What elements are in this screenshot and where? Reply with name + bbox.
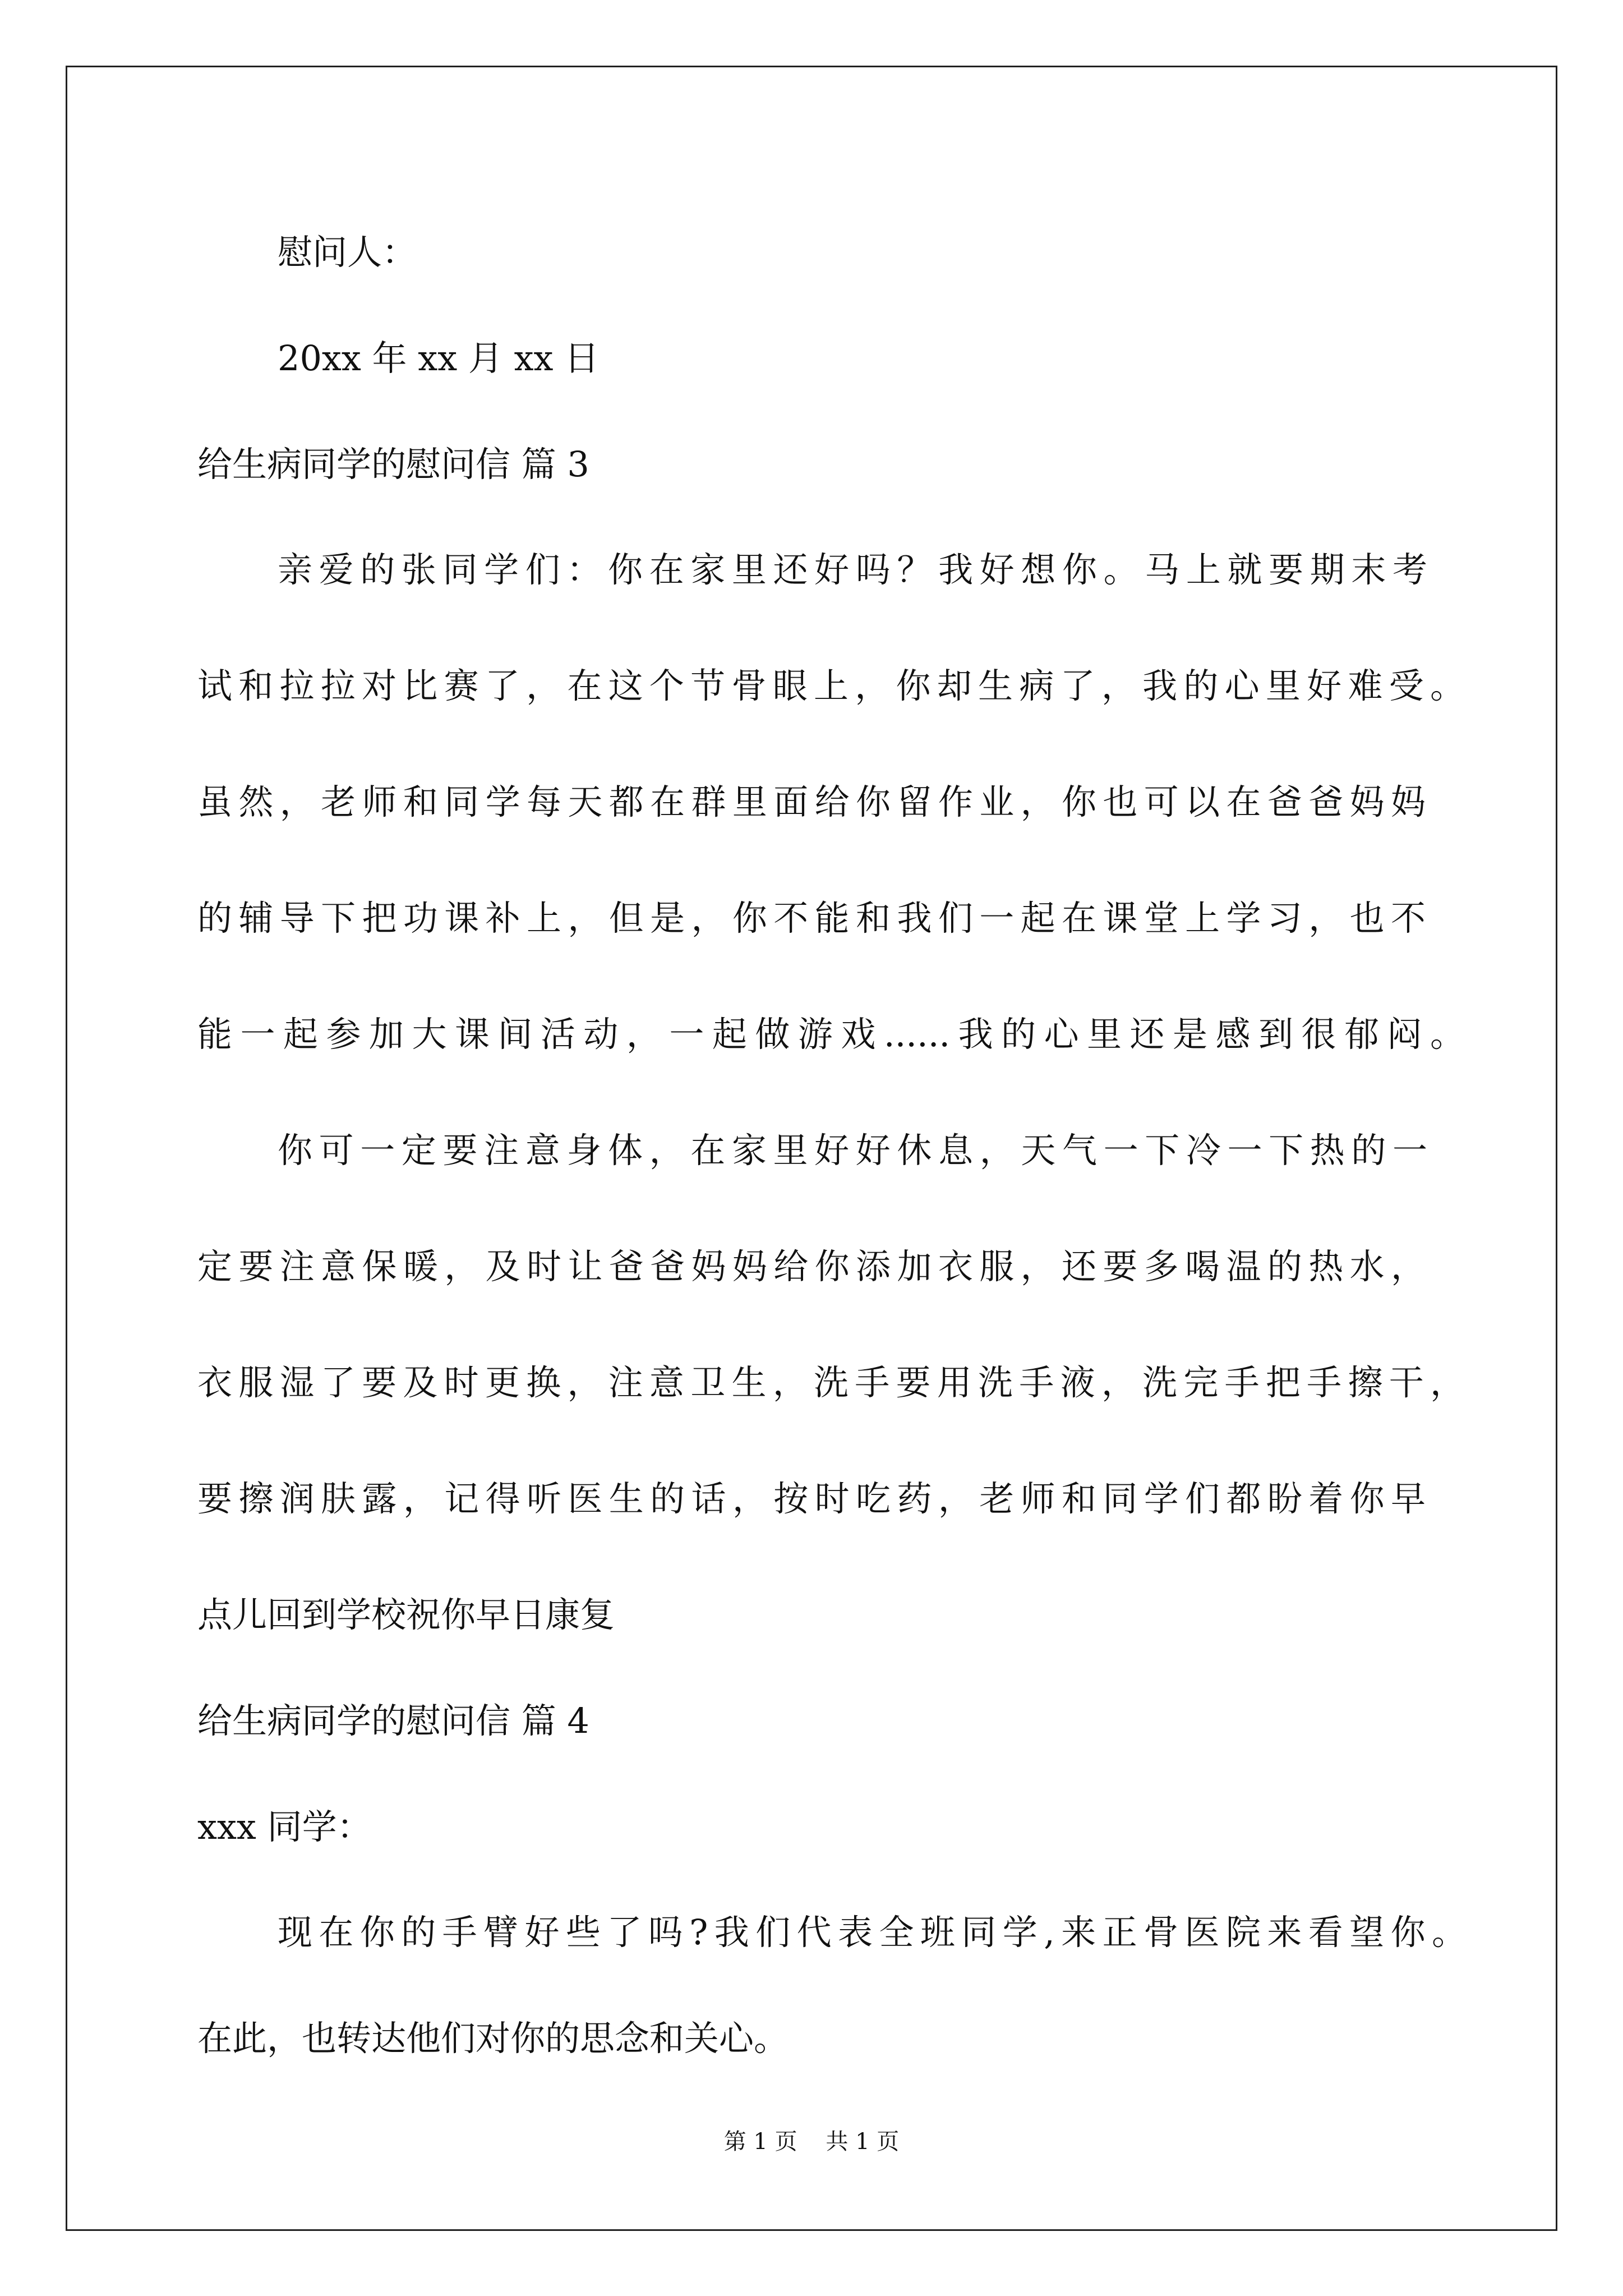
section-4-heading: 给生病同学的慰问信 篇 4 — [197, 1700, 589, 1741]
section-4-salutation: xxx 同学： — [197, 1806, 372, 1847]
date-line: 20xx 年 xx 月 xx 日 — [278, 338, 600, 379]
section-4-paragraph-1-line-1: 现在你的手臂好些了吗?我们代表全班同学,来正骨医院来看望你。 — [278, 1912, 1467, 1953]
signature-label: 慰问人： — [278, 232, 417, 273]
section-3-paragraph-2-line-5: 点儿回到学校祝你早日康复 — [197, 1594, 615, 1635]
section-3-paragraph-2-line-2: 定要注意保暖，及时让爸爸妈妈给你添加衣服，还要多喝温的热水， — [197, 1246, 1426, 1287]
section-3-paragraph-2-line-3: 衣服湿了要及时更换，注意卫生，洗手要用洗手液，洗完手把手擦干， — [197, 1362, 1465, 1403]
page-number-footer: 第 1 页 共 1 页 — [723, 2129, 900, 2155]
section-3-paragraph-1-line-1: 亲爱的张同学们：你在家里还好吗？我好想你。马上就要期末考 — [278, 549, 1427, 590]
section-3-paragraph-2-line-4: 要擦润肤露，记得听医生的话，按时吃药，老师和同学们都盼着你早 — [197, 1478, 1426, 1519]
section-3-paragraph-1-line-4: 的辅导下把功课补上，但是，你不能和我们一起在课堂上学习，也不 — [197, 898, 1426, 938]
section-3-heading: 给生病同学的慰问信 篇 3 — [197, 444, 589, 485]
section-3-paragraph-2-line-1: 你可一定要注意身体，在家里好好休息，天气一下冷一下热的一 — [278, 1130, 1427, 1171]
section-3-paragraph-1-line-5: 能一起参加大课间活动，一起做游戏......我的心里还是感到很郁闷。 — [197, 1014, 1465, 1055]
section-3-paragraph-1-line-2: 试和拉拉对比赛了，在这个节骨眼上，你却生病了，我的心里好难受。 — [197, 665, 1465, 706]
section-3-paragraph-1-line-3: 虽然，老师和同学每天都在群里面给你留作业，你也可以在爸爸妈妈 — [197, 781, 1426, 822]
section-4-paragraph-1-line-2: 在此，也转达他们对你的思念和关心。 — [197, 2018, 789, 2059]
